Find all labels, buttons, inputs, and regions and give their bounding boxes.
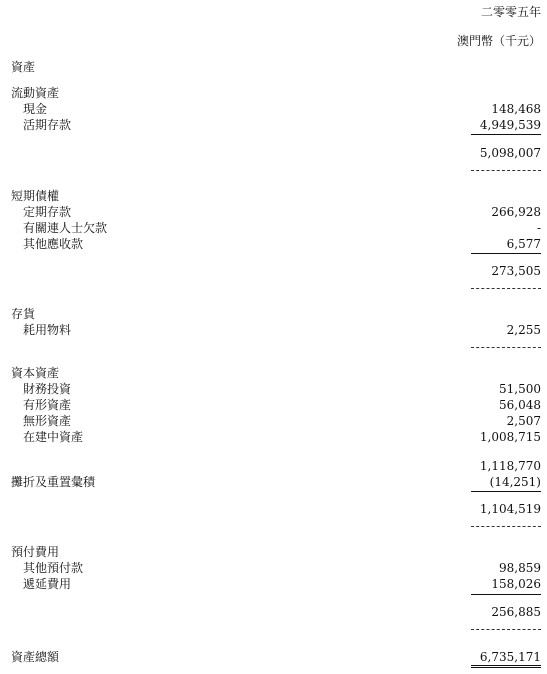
capital-gross: 1,118,770 (479, 459, 541, 473)
total-double-underline (471, 665, 541, 668)
depreciation-label: 攤折及重置彙積 (11, 475, 96, 489)
intangible-assets-label: 無形資產 (23, 414, 72, 428)
short-term-subtotal: 273,505 (491, 264, 541, 278)
fixed-deposits-value: 266,928 (491, 205, 541, 219)
prepaid-underline (471, 594, 541, 595)
related-party-value: - (536, 221, 541, 235)
total-assets-value: 6,735,171 (479, 650, 541, 664)
prepaid-title: 預付費用 (11, 545, 60, 559)
fixed-deposits-label: 定期存款 (23, 205, 72, 219)
other-prepayments-label: 其他預付款 (23, 561, 84, 575)
prepaid-dash (471, 629, 541, 630)
header-currency: 澳門幣（千元） (456, 34, 541, 48)
prepaid-subtotal: 256,885 (491, 605, 541, 619)
related-party-label: 有關連人士欠款 (23, 221, 108, 235)
cash-label: 現金 (23, 102, 48, 116)
construction-label: 在建中資產 (23, 430, 84, 444)
deferred-expenses-label: 遞延費用 (23, 577, 72, 591)
tangible-assets-label: 有形資產 (23, 398, 72, 412)
current-underline (471, 134, 541, 135)
consumables-label: 耗用物料 (23, 323, 72, 337)
header-year: 二零零五年 (480, 5, 541, 19)
demand-deposits-value: 4,949,539 (479, 118, 541, 132)
demand-deposits-label: 活期存款 (23, 118, 72, 132)
depreciation-value: (14,251) (489, 475, 541, 489)
short-term-dash (471, 288, 541, 289)
consumables-value: 2,255 (506, 323, 541, 337)
short-term-title: 短期債權 (11, 189, 60, 203)
capital-title: 資本資產 (11, 366, 60, 380)
current-assets-title: 流動資產 (11, 86, 60, 100)
intangible-assets-value: 2,507 (506, 414, 541, 428)
financial-investments-value: 51,500 (499, 382, 541, 396)
other-receivables-value: 6,577 (506, 237, 541, 251)
cash-value: 148,468 (491, 102, 541, 116)
tangible-assets-value: 56,048 (499, 398, 541, 412)
capital-dash (471, 526, 541, 527)
total-assets-label: 資產總額 (11, 650, 60, 664)
assets-title: 資產 (11, 60, 36, 74)
financial-investments-label: 財務投資 (23, 382, 72, 396)
current-dash (471, 170, 541, 171)
other-prepayments-value: 98,859 (499, 561, 541, 575)
capital-net: 1,104,519 (479, 502, 541, 516)
deferred-expenses-value: 158,026 (491, 577, 541, 591)
inventory-title: 存貨 (11, 307, 36, 321)
current-subtotal: 5,098,007 (479, 146, 541, 160)
inventory-dash (471, 347, 541, 348)
construction-value: 1,008,715 (479, 430, 541, 444)
short-term-underline (471, 253, 541, 254)
capital-underline (471, 491, 541, 492)
other-receivables-label: 其他應收款 (23, 237, 84, 251)
